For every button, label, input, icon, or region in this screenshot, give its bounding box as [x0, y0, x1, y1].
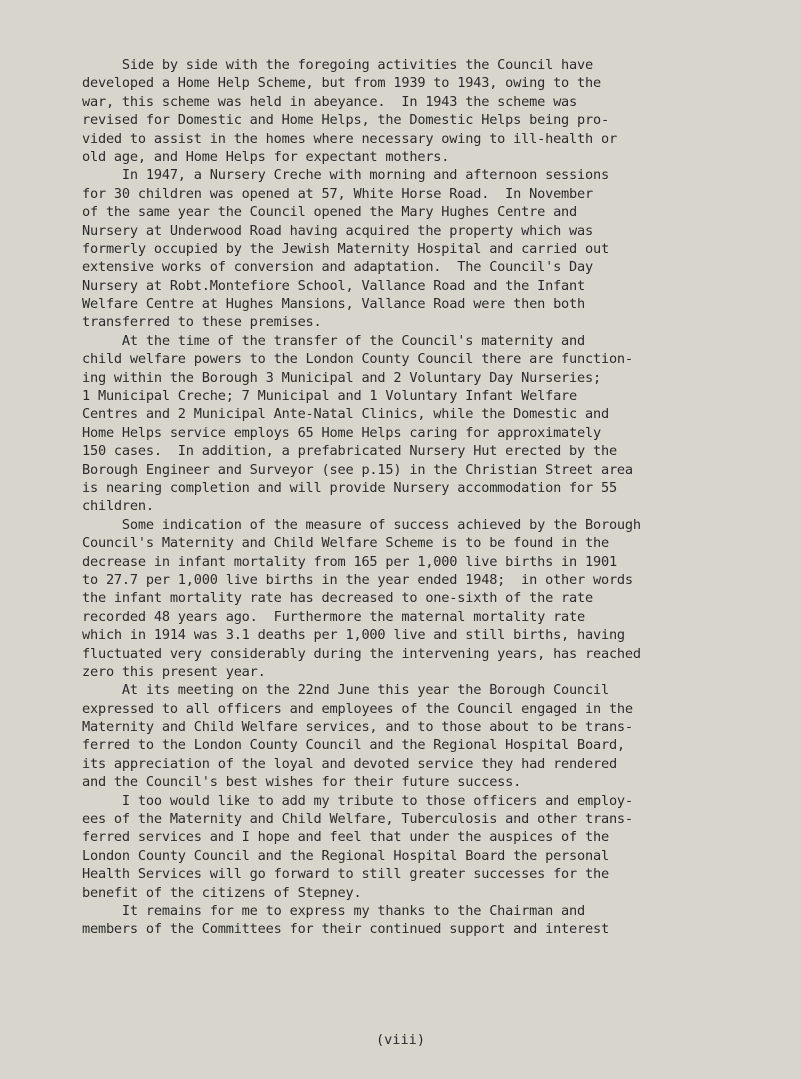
text-line: members of the Committees for their continued support and interest — [82, 921, 609, 938]
text-line: ing within the Borough 3 Municipal and 2 Voluntary Day Nurseries; — [82, 369, 601, 386]
text-line: benefit of the citizens of Stepney. — [82, 884, 362, 901]
text-line: Maternity and Child Welfare services, and to those about to be trans- — [82, 719, 633, 736]
text-line: At its meeting on the 22nd June this year the Borough Council — [82, 682, 609, 699]
text-line: fluctuated very considerably during the intervening years, has reached — [82, 645, 641, 662]
text-line: vided to assist in the homes where necessary owing to ill-health or — [82, 130, 617, 147]
text-line: zero this present year. — [82, 663, 266, 680]
text-line: In 1947, a Nursery Creche with morning and afternoon sessions — [82, 167, 609, 184]
text-line: developed a Home Help Scheme, but from 1939 to 1943, owing to the — [82, 75, 601, 92]
text-line: old age, and Home Helps for expectant mothers. — [82, 148, 450, 165]
text-line: 1 Municipal Creche; 7 Municipal and 1 Voluntary Infant Welfare — [82, 388, 578, 405]
text-line: and the Council's best wishes for their future success. — [82, 774, 522, 791]
text-line: ees of the Maternity and Child Welfare, Tuberculosis and other trans- — [82, 811, 633, 828]
page-number: (viii) — [375, 1032, 426, 1048]
text-line: Health Services will go forward to still greater successes for the — [82, 866, 609, 883]
text-line: ferred to the London County Council and the Regional Hospital Board, — [82, 737, 625, 754]
text-line: London County Council and the Regional Hospital Board the personal — [82, 847, 609, 864]
text-line: formerly occupied by the Jewish Maternity Hospital and carried out — [82, 240, 609, 257]
text-line: Council's Maternity and Child Welfare Scheme is to be found in the — [82, 535, 609, 552]
text-line: war, this scheme was held in abeyance. In 1943 the scheme was — [82, 93, 578, 110]
text-line: Centres and 2 Municipal Ante-Natal Clinics, while the Domestic and — [82, 406, 609, 423]
text-line: of the same year the Council opened the Mary Hughes Centre and — [82, 204, 578, 221]
text-line: revised for Domestic and Home Helps, the Domestic Helps being pro- — [82, 112, 609, 129]
text-line: recorded 48 years ago. Furthermore the maternal mortality rate — [82, 608, 586, 625]
text-line: to 27.7 per 1,000 live births in the year ended 1948; in other words — [82, 571, 633, 588]
text-line: It remains for me to express my thanks to the Chairman and — [82, 902, 586, 919]
text-line: Home Helps service employs 65 Home Helps caring for approximately — [82, 424, 601, 441]
text-line: expressed to all officers and employees of the Council engaged in the — [82, 700, 633, 717]
text-line: Nursery at Robt.Montefiore School, Vallance Road and the Infant — [82, 277, 586, 294]
body-text — [82, 56, 772, 939]
text-line: decrease in infant mortality from 165 per 1,000 live births in 1901 — [82, 553, 617, 570]
text-line: Borough Engineer and Surveyor (see p.15) in the Christian Street area — [82, 461, 633, 478]
text-line: Some indication of the measure of success achieved by the Borough — [82, 516, 641, 533]
text-line: is nearing completion and will provide Nursery accommodation for 55 — [82, 479, 617, 496]
text-line: which in 1914 was 3.1 deaths per 1,000 live and still births, having — [82, 627, 625, 644]
text-line: the infant mortality rate has decreased to one-sixth of the rate — [82, 590, 593, 607]
text-line: Side by side with the foregoing activities the Council have — [82, 57, 593, 73]
text-line: transferred to these premises. — [82, 314, 322, 331]
text-line: Welfare Centre at Hughes Mansions, Vallance Road were then both — [82, 296, 586, 313]
text-line: its appreciation of the loyal and devoted service they had rendered — [82, 755, 617, 772]
text-line: Nursery at Underwood Road having acquired the property which was — [82, 222, 593, 239]
text-line: I too would like to add my tribute to those officers and employ- — [82, 792, 633, 809]
text-line: extensive works of conversion and adaptation. The Council's Day — [82, 259, 593, 276]
text-line: for 30 children was opened at 57, White Horse Road. In November — [82, 185, 593, 202]
text-line: At the time of the transfer of the Council's maternity and — [82, 332, 586, 349]
text-line: 150 cases. In addition, a prefabricated Nursery Hut erected by the — [82, 443, 617, 460]
text-line: child welfare powers to the London County Council there are function- — [82, 351, 633, 368]
text-line: children. — [82, 498, 154, 515]
text-line: ferred services and I hope and feel that under the auspices of the — [82, 829, 609, 846]
